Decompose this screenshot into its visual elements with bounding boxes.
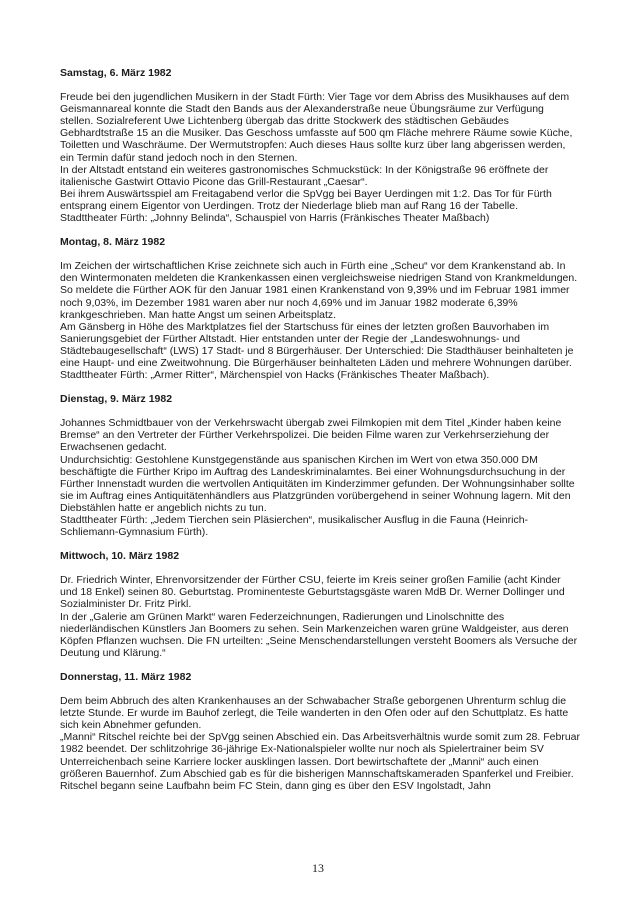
page-number: 13 [312,861,324,875]
entry-paragraph: Johannes Schmidtbauer von der Verkehrswacht übergab zwei Filmkopien mit dem Titel „Kinder haben keine Bremse“ an den Vertreter der Fürther Verkehrspolizei. Die beiden Filme waren zur Verkehrserziehung der Erwachsenen gedacht. [60,417,562,454]
entry-paragraph: Bei ihrem Auswärtsspiel am Freitagabend verlor die SpVgg bei Bayer Uerdingen mit 1:2. Das Tor für Fürth entsprang einem Eigentor von Uerdingen. Trotz der Niederlage blieb man auf Rang 16 der Tabelle. [60,187,552,212]
entry-paragraph: Stadttheater Fürth: „Jedem Tierchen sein Pläsierchen“, musikalischer Ausflug in die Fauna (Heinrich-Schliemann-Gymnasium Fürth). [60,514,529,539]
chronicle-entry [60,236,580,381]
entry-paragraph: Dem beim Abbruch des alten Krankenhauses an der Schwabacher Straße geborgenen Uhrenturm schlug die letzte Stunde. Er wurde im Bauhof zerlegt, die Teile wanderten in den Ofen oder auf den Schuttplatz. Es hatte sich kein Abnehmer gefunden. [60,695,569,732]
entry-paragraph: Am Gänsberg in Höhe des Marktplatzes fiel der Startschuss für eines der letzten großen Bauvorhaben im Sanierungsgebiet der Fürther Altstadt. Hier entstanden unter der Regie der „Landeswohnungs- und Städtebaugesellschaft“ (LWS) 17 Stadt- und 8 Bürgerhäuser. Der Unterschied: Die Stadthäuser beinhalteten je eine Haupt- und eine Zweitwohnung. Die Bürgerhäuser beinhalteten Läden und mehrere Wohnungen darüber. [60,320,574,369]
chronicle-entry [60,67,580,224]
entry-paragraph: Freude bei den jugendlichen Musikern in der Stadt Fürth: Vier Tage vor dem Abriss des Musikhauses auf dem Geismannareal konnte die Stadt den Bands aus der Alexanderstraße neue Übungsräume zur Verfügung stellen. Sozialreferent Uwe Lichtenberg übergab das dritte Stockwerk des städtischen Gebäudes Gebhardtstraße 15 an die Musiker. Das Geschoss umfasste auf 500 qm Fläche mehrere Räume sowie Küche, Toiletten und Waschräume. Der Wermutstropfen: Auch dieses Haus sollte kurz über lang abgerissen werden, ein Termin dafür stand jedoch noch in den Sternen. [60,91,573,164]
entry-paragraph: Stadttheater Fürth: „Armer Ritter“, Märchenspiel von Hacks (Fränkisches Theater Maßbach). [60,369,490,382]
entry-date-heading: Donnerstag, 11. März 1982 [60,670,192,683]
entry-date-heading: Montag, 8. März 1982 [60,236,166,249]
entry-paragraph: Stadttheater Fürth: „Johnny Belinda“, Schauspiel von Harris (Fränkisches Theater Maßbach) [60,212,490,225]
entry-paragraph: „Manni“ Ritschel reichte bei der SpVgg seinen Abschied ein. Das Arbeitsverhältnis wurde somit zum 28. Februar 1982 beendet. Der schlitzohrige 36-jährige Ex-Nationalspieler wollte nur noch als Spielertrainer beim SV Unterreichenbach seine Karriere locker ausklingen lassen. Dort bewirtschaftete der „Manni“ auch einen größeren Bauernhof. Zum Abschied gab es für die bisherigen Mannschaftskameraden Spanferkel und Freibier. Ritschel begann seine Laufbahn beim FC Stein, dann ging es über den ESV Ingolstadt, Jahn [60,731,581,792]
entry-paragraph: Dr. Friedrich Winter, Ehrenvorsitzender der Fürther CSU, feierte im Kreis seiner großen Familie (acht Kinder und 18 Enkel) seinen 80. Geburtstag. Prominenteste Geburtstagsgäste waren MdB Dr. Werner Dollinger und Sozialminister Dr. Fritz Pirkl. [60,574,565,611]
entry-paragraph: Im Zeichen der wirtschaftlichen Krise zeichnete sich auch in Fürth eine „Scheu“ vor dem Krankenstand ab. In den Wintermonaten meldeten die Krankenkassen einen vergleichsweise niedrigen Stand von Krankmeldungen. So meldete die Fürther AOK für den Januar 1981 einen Krankenstand von 9,39% und im Februar 1981 immer noch 9,03%, im Dezember 1981 waren aber nur noch 4,69% und im Januar 1982 moderate 6,39% krankgeschrieben. Man hatte Angst um seinen Arbeitsplatz. [60,260,578,321]
entry-paragraph: In der „Galerie am Grünen Markt“ waren Federzeichnungen, Radierungen und Linolschnitte des niederländischen Künstlers Jan Boomers zu sehen. Sein Markenzeichen waren grüne Waldgeister, aus deren Köpfen Pflanzen wuchsen. Die FN urteilten: „Seine Menschendarstellungen versteht Boomers als Versuche der Deutung und Klärung.“ [60,610,578,659]
chronicle-entry [60,671,580,792]
page-content [60,67,580,804]
entry-paragraph: Undurchsichtig: Gestohlene Kunstgegenstände aus spanischen Kirchen im Wert von etwa 350.000 DM beschäftigte die Fürther Kripo im Auftrag des Landeskriminalamtes. Bei einer Wohnungsdurchsuchung in der Fürther Innenstadt wurden die wertvollen Antiquitäten im Kinderzimmer gefunden. Der Wohnungsinhaber sollte sie im Auftrag eines Antiquitätenhändlers aus Platzgründen vorübergehend in seiner Wohnung lagern. Mit den Diebstählen hatte er angeblich nichts zu tun. [60,453,575,514]
chronicle-entry [60,393,580,538]
entry-paragraph: In der Altstadt entstand ein weiteres gastronomisches Schmuckstück: In der Königstraße 96 eröffnete der italienische Gastwirt Ottavio Picone das Grill-Restaurant „Caesar“. [60,163,549,188]
entry-date-heading: Samstag, 6. März 1982 [60,67,172,79]
entry-date-heading: Mittwoch, 10. März 1982 [60,550,180,563]
chronicle-entry [60,550,580,659]
entry-date-heading: Dienstag, 9. März 1982 [60,393,173,406]
